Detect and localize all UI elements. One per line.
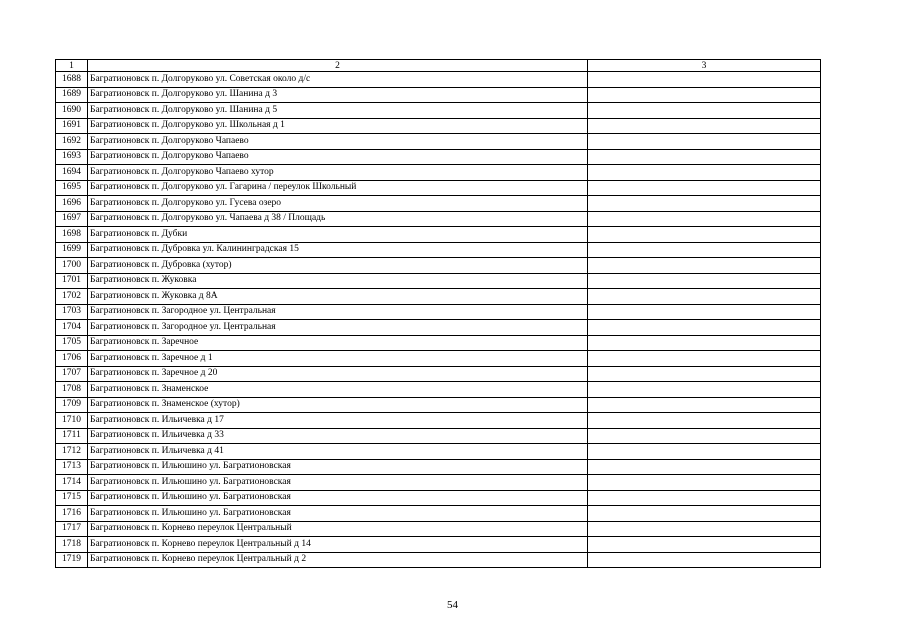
address-cell: Багратионовск п. Дубровка ул. Калининградская 15 <box>88 242 588 258</box>
note-cell <box>588 459 821 475</box>
row-number-cell: 1692 <box>56 134 88 150</box>
table-row <box>56 335 821 351</box>
address-cell: Багратионовск п. Ильюшино ул. Багратионовская <box>88 475 588 491</box>
note-cell <box>588 320 821 336</box>
note-cell <box>588 382 821 398</box>
note-cell <box>588 413 821 429</box>
note-cell <box>588 242 821 258</box>
note-cell <box>588 537 821 553</box>
note-cell <box>588 227 821 243</box>
table-row <box>56 552 821 568</box>
address-cell: Багратионовск п. Загородное ул. Центральная <box>88 304 588 320</box>
table-row <box>56 180 821 196</box>
note-cell <box>588 521 821 537</box>
table-row <box>56 273 821 289</box>
table-row <box>56 103 821 119</box>
row-number-cell: 1703 <box>56 304 88 320</box>
table-row <box>56 149 821 165</box>
note-cell <box>588 335 821 351</box>
note-cell <box>588 118 821 134</box>
row-number-cell: 1708 <box>56 382 88 398</box>
row-number-cell: 1697 <box>56 211 88 227</box>
note-cell <box>588 273 821 289</box>
note-cell <box>588 397 821 413</box>
row-number-cell: 1689 <box>56 87 88 103</box>
address-cell: Багратионовск п. Ильюшино ул. Багратионовская <box>88 506 588 522</box>
address-cell: Багратионовск п. Долгоруково ул. Шанина д 5 <box>88 103 588 119</box>
table-body <box>56 60 821 568</box>
column-header-2: 2 <box>88 60 588 72</box>
row-number-cell: 1696 <box>56 196 88 212</box>
row-number-cell: 1711 <box>56 428 88 444</box>
table-row <box>56 428 821 444</box>
note-cell <box>588 103 821 119</box>
address-cell: Багратионовск п. Долгоруково ул. Гагарина / переулок Школьный <box>88 180 588 196</box>
row-number-cell: 1717 <box>56 521 88 537</box>
address-cell: Багратионовск п. Дубровка (хутор) <box>88 258 588 274</box>
row-number-cell: 1691 <box>56 118 88 134</box>
table-row <box>56 134 821 150</box>
table-row <box>56 196 821 212</box>
table-row <box>56 87 821 103</box>
address-cell: Багратионовск п. Знаменское <box>88 382 588 398</box>
table-row <box>56 382 821 398</box>
address-cell: Багратионовск п. Ильюшино ул. Багратионовская <box>88 490 588 506</box>
address-cell: Багратионовск п. Долгоруково Чапаево <box>88 149 588 165</box>
row-number-cell: 1695 <box>56 180 88 196</box>
table-row <box>56 118 821 134</box>
table-row <box>56 165 821 181</box>
note-cell <box>588 72 821 88</box>
address-cell: Багратионовск п. Ильичевка д 41 <box>88 444 588 460</box>
row-number-cell: 1710 <box>56 413 88 429</box>
note-cell <box>588 475 821 491</box>
address-cell: Багратионовск п. Загородное ул. Центральная <box>88 320 588 336</box>
note-cell <box>588 490 821 506</box>
table-row <box>56 289 821 305</box>
row-number-cell: 1694 <box>56 165 88 181</box>
row-number-cell: 1714 <box>56 475 88 491</box>
table-row <box>56 506 821 522</box>
row-number-cell: 1693 <box>56 149 88 165</box>
table-row <box>56 397 821 413</box>
table-row <box>56 413 821 429</box>
address-cell: Багратионовск п. Жуковка <box>88 273 588 289</box>
table-row <box>56 227 821 243</box>
table-row <box>56 304 821 320</box>
address-cell: Багратионовск п. Долгоруково ул. Советская около д/с <box>88 72 588 88</box>
table-row <box>56 242 821 258</box>
row-number-cell: 1709 <box>56 397 88 413</box>
row-number-cell: 1702 <box>56 289 88 305</box>
note-cell <box>588 366 821 382</box>
address-cell: Багратионовск п. Долгоруково ул. Школьная д 1 <box>88 118 588 134</box>
address-cell: Багратионовск п. Долгоруково Чапаево <box>88 134 588 150</box>
table-row <box>56 211 821 227</box>
table-row <box>56 444 821 460</box>
address-cell: Багратионовск п. Знаменское (хутор) <box>88 397 588 413</box>
address-table <box>55 59 821 568</box>
note-cell <box>588 149 821 165</box>
note-cell <box>588 180 821 196</box>
address-cell: Багратионовск п. Дубки <box>88 227 588 243</box>
row-number-cell: 1704 <box>56 320 88 336</box>
address-cell: Багратионовск п. Долгоруково ул. Шанина д 3 <box>88 87 588 103</box>
note-cell <box>588 165 821 181</box>
row-number-cell: 1713 <box>56 459 88 475</box>
row-number-cell: 1706 <box>56 351 88 367</box>
row-number-cell: 1701 <box>56 273 88 289</box>
table-row <box>56 490 821 506</box>
column-header-1: 1 <box>56 60 88 72</box>
note-cell <box>588 444 821 460</box>
address-cell: Багратионовск п. Долгоруково ул. Гусева озеро <box>88 196 588 212</box>
note-cell <box>588 211 821 227</box>
row-number-cell: 1716 <box>56 506 88 522</box>
address-cell: Багратионовск п. Корнево переулок Центральный д 2 <box>88 552 588 568</box>
column-header-3: 3 <box>588 60 821 72</box>
table-row <box>56 320 821 336</box>
row-number-cell: 1718 <box>56 537 88 553</box>
note-cell <box>588 351 821 367</box>
table-row <box>56 366 821 382</box>
page-number: 54 <box>447 599 458 611</box>
address-cell: Багратионовск п. Жуковка д 8А <box>88 289 588 305</box>
table-row <box>56 459 821 475</box>
table-row <box>56 72 821 88</box>
note-cell <box>588 134 821 150</box>
row-number-cell: 1699 <box>56 242 88 258</box>
row-number-cell: 1705 <box>56 335 88 351</box>
row-number-cell: 1688 <box>56 72 88 88</box>
row-number-cell: 1719 <box>56 552 88 568</box>
row-number-cell: 1698 <box>56 227 88 243</box>
table-row <box>56 537 821 553</box>
note-cell <box>588 428 821 444</box>
note-cell <box>588 506 821 522</box>
note-cell <box>588 304 821 320</box>
note-cell <box>588 289 821 305</box>
note-cell <box>588 258 821 274</box>
row-number-cell: 1700 <box>56 258 88 274</box>
address-cell: Багратионовск п. Корнево переулок Центральный <box>88 521 588 537</box>
row-number-cell: 1707 <box>56 366 88 382</box>
address-cell: Багратионовск п. Долгоруково Чапаево хутор <box>88 165 588 181</box>
note-cell <box>588 196 821 212</box>
table-row <box>56 475 821 491</box>
note-cell <box>588 552 821 568</box>
address-cell: Багратионовск п. Ильюшино ул. Багратионовская <box>88 459 588 475</box>
address-cell: Багратионовск п. Ильичевка д 33 <box>88 428 588 444</box>
address-cell: Багратионовск п. Корнево переулок Центральный д 14 <box>88 537 588 553</box>
row-number-cell: 1715 <box>56 490 88 506</box>
address-cell: Багратионовск п. Долгоруково ул. Чапаева д 38 / Площадь <box>88 211 588 227</box>
address-cell: Багратионовск п. Ильичевка д 17 <box>88 413 588 429</box>
address-cell: Багратионовск п. Заречное д 20 <box>88 366 588 382</box>
address-cell: Багратионовск п. Заречное <box>88 335 588 351</box>
table-header-row <box>56 60 821 72</box>
table-row <box>56 521 821 537</box>
row-number-cell: 1690 <box>56 103 88 119</box>
address-cell: Багратионовск п. Заречное д 1 <box>88 351 588 367</box>
row-number-cell: 1712 <box>56 444 88 460</box>
note-cell <box>588 87 821 103</box>
table-row <box>56 351 821 367</box>
table-row <box>56 258 821 274</box>
